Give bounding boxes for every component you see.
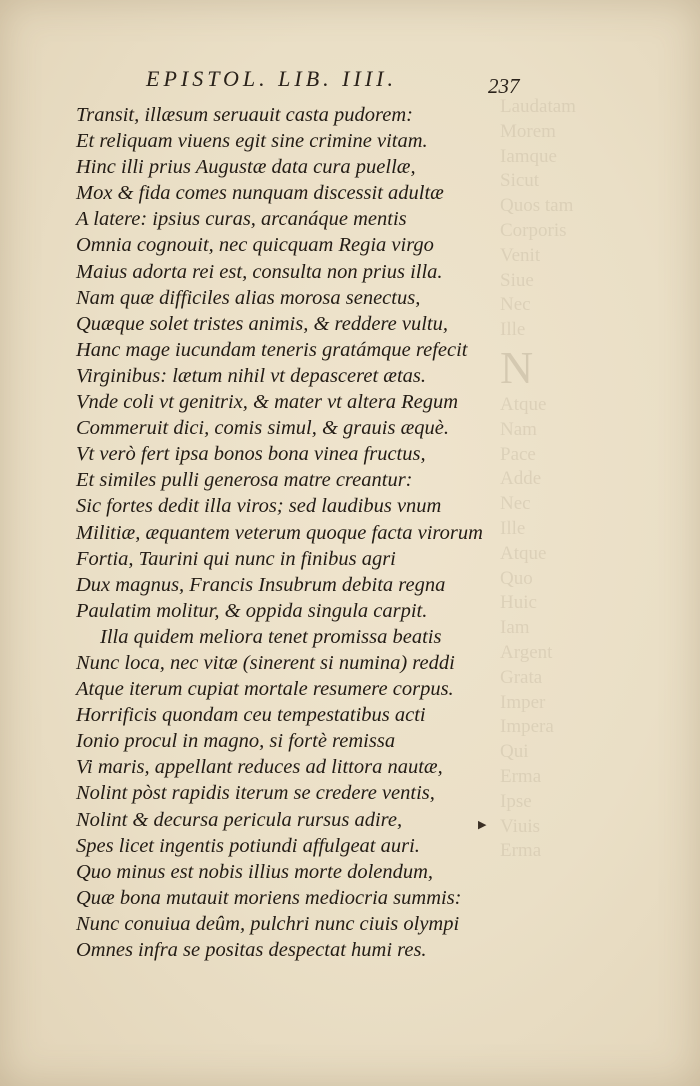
verse-line: Dux magnus, Francis Insubrum debita regna <box>76 573 446 596</box>
verse-line: Et similes pulli generosa matre creantur: <box>76 469 413 492</box>
verse-line: Maius adorta rei est, consulta non prius illa. <box>76 260 443 283</box>
verse-line: Militiæ, æquantem veterum quoque facta virorum <box>76 521 483 544</box>
verse-line: Omnes infra se positas despectat humi res. <box>76 939 427 961</box>
verse-line: Nolint pòst rapidis iterum se credere ventis, <box>76 782 435 805</box>
verse-line: Sic fortes dedit illa viros; sed laudibus vnum <box>76 495 442 518</box>
verse-line: Quæ bona mutauit moriens mediocria summis: <box>76 886 462 909</box>
show-through-text: Laudatam Morem Iamque Sicut Quos tam Corporis Venit Siue Nec Ille N Atque Nam Pace Adde Nec Ille Atque Quo Huic Iam Argent Grata Imper Impera Qui Erma Ipse Viuis Erma <box>500 96 576 862</box>
page-number: 237 <box>488 74 520 98</box>
verse-line: Spes licet ingentis potiundi affulgeat auri. <box>76 834 420 857</box>
verse-line: Ionio procul in magno, si fortè remissa <box>76 730 396 753</box>
verse-line: Vi maris, appellant reduces ad littora nautæ, <box>76 756 443 779</box>
verse-line: Hanc mage iucundam teneris gratámque refecit <box>76 338 468 361</box>
verse-line: Vnde coli vt genitrix, & mater vt altera Regum <box>76 391 459 414</box>
verse-line: Nolint & decursa pericula rursus adire, <box>76 808 403 831</box>
verse-line: Nunc loca, nec vitæ (sinerent si numina) reddi <box>76 651 455 674</box>
verse-line: Quæque solet tristes animis, & reddere vultu, <box>76 312 449 335</box>
verse-line: Omnia cognouit, nec quicquam Regia virgo <box>76 234 434 257</box>
running-head: EPISTOL. LIB. IIII. <box>146 66 397 91</box>
verse-line: Nam quæ difficiles alias morosa senectus, <box>76 286 421 309</box>
verse-line: Vt verò fert ipsa bonos bona vinea fructus, <box>76 443 426 466</box>
verse-line: Hinc illi prius Augustæ data cura puellæ, <box>76 156 416 179</box>
verse-line: A latere: ipsius curas, arcanáque mentis <box>76 208 407 231</box>
verse-line: Et reliquam viuens egit sine crimine vitam. <box>76 130 428 153</box>
verse-line: Horrificis quondam ceu tempestatibus acti <box>76 704 426 727</box>
verse-line: Quo minus est nobis illius morte dolendum, <box>76 860 434 883</box>
verse-line: Transit, illæsum seruauit casta pudorem: <box>76 104 413 126</box>
verse-line: Commeruit dici, comis simul, & grauis æquè. <box>76 417 449 440</box>
verse-line: Illa quidem meliora tenet promissa beatis <box>100 625 442 648</box>
verse-line: Paulatim molitur, & oppida singula carpit. <box>76 599 428 622</box>
verse-line: Atque iterum cupiat mortale resumere corpus. <box>76 678 454 701</box>
verse-line: Mox & fida comes nunquam discessit adultæ <box>76 182 444 205</box>
margin-mark: ▶ <box>478 818 487 831</box>
verse-block <box>76 102 506 963</box>
verse-line: Virginibus: lætum nihil vt depasceret ætas. <box>76 364 426 387</box>
verse-line: Fortia, Taurini qui nunc in finibus agri <box>76 547 396 570</box>
verse-line: Nunc conuiua deûm, pulchri nunc ciuis olympi <box>76 912 460 935</box>
